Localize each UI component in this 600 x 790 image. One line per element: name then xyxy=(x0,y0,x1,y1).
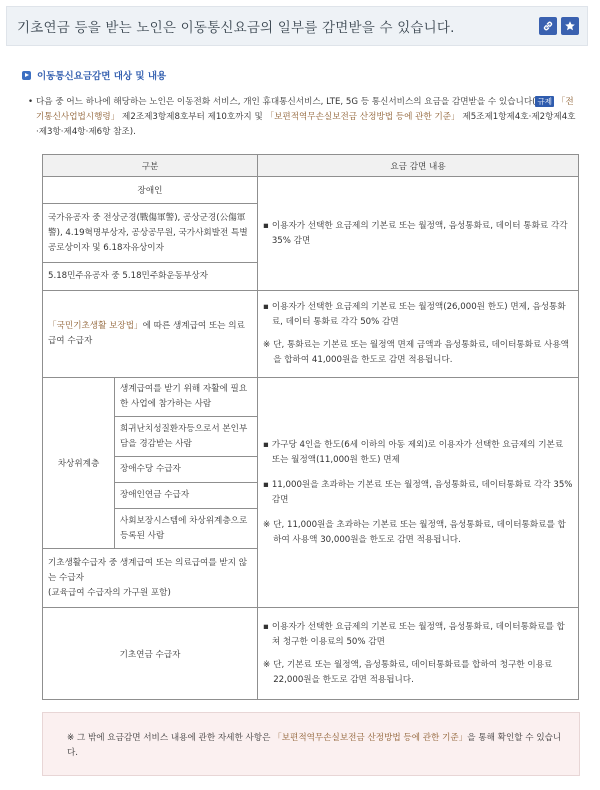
cell-basic-pension: 기초연금 수급자 xyxy=(43,608,258,700)
note-mark: ※ xyxy=(263,519,271,530)
section-heading xyxy=(22,68,166,82)
group2-content: 이용자가 선택한 요금제의 기본료 또는 월정액(26,000원 한도) 면제, 음성통화료, 데이터 통화료 각각 50% 감면 xyxy=(271,302,566,327)
square-bullet: ▪ xyxy=(263,479,269,490)
cell-group3-content xyxy=(258,378,579,608)
group3-note: 단, 11,000원을 초과하는 기본료 또는 월정액, 음성통화료, 데이터통화료를 합하여 사용액 30,000원을 한도로 감면 적용됩니다. xyxy=(273,519,566,545)
cell-near-poverty: 차상위계층 xyxy=(43,378,115,549)
law-link-universal-service[interactable]: 「보편적역무손실보전금 산정방법 등에 관한 기준」 xyxy=(265,112,460,122)
square-bullet: ▪ xyxy=(263,621,269,632)
group4-content: 이용자가 선택한 요금제의 기본료 또는 월정액, 음성통화료, 데이터통화료를 합쳐 청구한 이용료의 50% 감면 xyxy=(271,621,565,647)
bullet-dot: • xyxy=(28,97,34,107)
title-actions xyxy=(539,17,579,35)
cell-merit: 국가유공자 중 전상군경(戰傷軍警), 공상군경(公傷軍警), 4.19혁명부상자, 공상공무원, 국가사회발전 특별공로상이자 및 6.18자유상이자 xyxy=(43,204,258,263)
group1-content: 이용자가 선택한 요금제의 기본료 또는 월정액, 음성통화료, 데이터 통화료 각각 35% 감면 xyxy=(271,220,568,246)
square-bullet: ▪ xyxy=(263,302,269,312)
regulation-tag[interactable]: 규제 xyxy=(537,97,552,106)
intro-paragraph xyxy=(28,95,576,140)
link-icon[interactable] xyxy=(539,17,557,35)
cell-group4-content xyxy=(258,608,579,700)
note-mark: ※ xyxy=(67,733,75,743)
footnote-box xyxy=(42,712,580,776)
group3-content-1: 가구당 4인을 한도(6세 이하의 아동 제외)로 이용자가 선택한 요금제의 기본료 또는 월정액(11,000원 한도) 면제 xyxy=(271,439,564,465)
cell-sub-4: 장애인연금 수급자 xyxy=(115,483,258,509)
section-title: 이동통신요금감면 대상 및 내용 xyxy=(37,71,167,82)
law-link-basic-livelihood[interactable]: 「국민기초생활 보장법」 xyxy=(48,321,143,331)
law-link-universal-service-footnote[interactable]: 「보편적역무손실보전금 산정방법 등에 관한 기준」 xyxy=(273,733,468,743)
intro-text-mid: 제2조제3항제8호부터 제10호까지 및 xyxy=(119,112,266,122)
cell-sub-5: 사회보장시스템에 차상위계층으로 등록된 사람 xyxy=(115,509,258,549)
star-icon[interactable] xyxy=(561,17,579,35)
page-title: 기초연금 등을 받는 노인은 이동통신요금의 일부를 감면받을 수 있습니다. xyxy=(17,20,455,36)
square-bullet: ▪ xyxy=(263,220,269,231)
square-bullet: ▪ xyxy=(263,439,269,450)
table-row xyxy=(43,378,579,417)
cell-sub-2: 희귀난치성질환자등으로서 본인부담을 경감받는 사람 xyxy=(115,417,258,457)
group3-content-2: 11,000원을 초과하는 기본료 또는 월정액, 음성통화료, 데이터통화료 각각 35% 감면 xyxy=(271,479,573,505)
table-header-row xyxy=(43,155,579,177)
table-row xyxy=(43,177,579,204)
header-discount: 요금 감면 내용 xyxy=(258,155,579,177)
discount-table xyxy=(42,154,579,700)
table-row xyxy=(43,291,579,378)
footnote-text: 그 밖에 요금감면 서비스 내용에 관한 자세한 사항은 xyxy=(76,733,274,743)
group2-note: 단, 통화료는 기본료 또는 월정액 면제 금액과 음성통화료, 데이터통화료 사용액을 합하여 41,000원을 한도로 감면 적용됩니다. xyxy=(273,340,569,365)
intro-text: 다음 중 어느 하나에 해당하는 노인은 이동전화 서비스, 개인 휴대통신서비스, LTE, 5G 등 통신서비스의 요금을 감면받을 수 있습니다( xyxy=(36,97,536,107)
cell-non-benefit-recipient: 기초생활수급자 중 생계급여 또는 의료급여를 받지 않는 수급자 (교육급여 수급자의 가구원 포함) xyxy=(43,549,258,608)
cell-sub-1: 생계급여를 받기 위해 자활에 필요한 사업에 참가하는 사람 xyxy=(115,378,258,417)
group4-note: 단, 기본료 또는 월정액, 음성통화료, 데이터통화료를 합하여 청구한 이용료 22,000원을 한도로 감면 적용됩니다. xyxy=(273,659,553,685)
footnote-text-end: 을 통해 확인할 수 있습니다. xyxy=(67,733,562,758)
play-bullet-icon xyxy=(22,71,31,80)
cell-518: 5.18민주유공자 중 5.18민주화운동부상자 xyxy=(43,263,258,291)
cell-group2-content xyxy=(258,291,579,378)
table-row xyxy=(43,608,579,700)
cell-basic-livelihood xyxy=(43,291,258,378)
note-mark: ※ xyxy=(263,340,271,350)
basic-livelihood-label: 에 따른 생계급여 또는 의료급여 수급자 xyxy=(48,321,245,346)
intro-text-end: 제5조제1항제4호·제2항제4호·제3항·제4항·제6항 참조). xyxy=(36,112,576,137)
cell-disabled: 장애인 xyxy=(43,177,258,204)
law-link-telecom-act[interactable]: 「전기통신사업법시행령」 xyxy=(36,97,574,122)
header-category: 구분 xyxy=(43,155,258,177)
cell-group1-content xyxy=(258,177,579,291)
note-mark: ※ xyxy=(263,659,271,670)
title-bar xyxy=(6,6,588,46)
cell-sub-3: 장애수당 수급자 xyxy=(115,457,258,483)
